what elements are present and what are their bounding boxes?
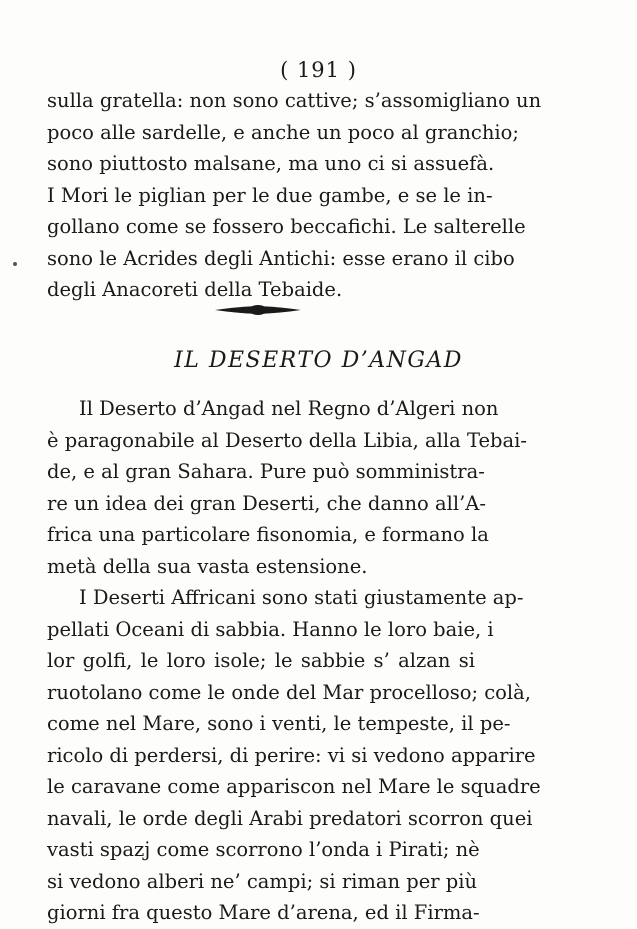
text-line: gollano come se fossero beccafichi. Le salterelle <box>47 215 526 238</box>
text-line: Il Deserto d’Angad nel Regno d’Algeri non <box>79 397 499 420</box>
text-line: lor golfi, le loro isole; le sabbie s’ alzan si <box>47 649 475 672</box>
text-line: sono le Acrides degli Antichi: esse erano il cibo <box>47 246 515 270</box>
text-line: I Deserti Affricani sono stati giustamente ap- <box>79 586 524 609</box>
text-line: pellati Oceani di sabbia. Hanno le loro baie, i <box>47 617 494 641</box>
text-line: le caravane come appariscon nel Mare le squadre <box>47 775 541 798</box>
text-line: de, e al gran Sahara. Pure può somministra- <box>47 460 485 483</box>
text-line: frica una particolare fisonomia, e formano la <box>47 523 489 546</box>
text-line: è paragonabile al Deserto della Libia, alla Tebai- <box>47 428 527 452</box>
section-divider-ornament <box>213 300 303 320</box>
section-title: IL DESERTO D’ANGAD <box>174 348 463 373</box>
text-line: metà della sua vasta estensione. <box>47 554 368 578</box>
text-line: degli Anacoreti della Tebaide. <box>47 278 343 301</box>
text-line: giorni fra questo Mare d’arena, ed il Firma- <box>47 901 480 924</box>
text-line: come nel Mare, sono i venti, le tempeste, il pe- <box>47 712 511 735</box>
text-line: sulla gratella: non sono cattive; s’assomigliano un <box>47 89 542 112</box>
text-line: ricolo di perdersi, di perire: vi si vedono apparire <box>47 743 536 767</box>
text-line: poco alle sardelle, e anche un poco al granchio; <box>47 120 519 144</box>
text-line: sono piuttosto malsane, ma uno ci si assuefà. <box>47 152 495 175</box>
text-line: re un idea dei gran Deserti, che danno all’A- <box>47 491 486 515</box>
text-line: vasti spazj come scorrono l’onda i Pirati; nè <box>47 838 480 861</box>
text-line: navali, le orde degli Arabi predatori scorron quei <box>47 806 533 830</box>
page-number: ( 191 ) <box>280 58 357 82</box>
text-line: si vedono alberi ne’ campi; si riman per più <box>47 869 478 893</box>
text-line: I Mori le piglian per le due gambe, e se le in- <box>47 183 493 207</box>
margin-speck <box>13 262 17 266</box>
paragraph-desert <box>47 393 541 929</box>
text-line: ruotolano come le onde del Mar procelloso; colà, <box>47 680 531 704</box>
paragraph-locusts <box>47 85 542 306</box>
